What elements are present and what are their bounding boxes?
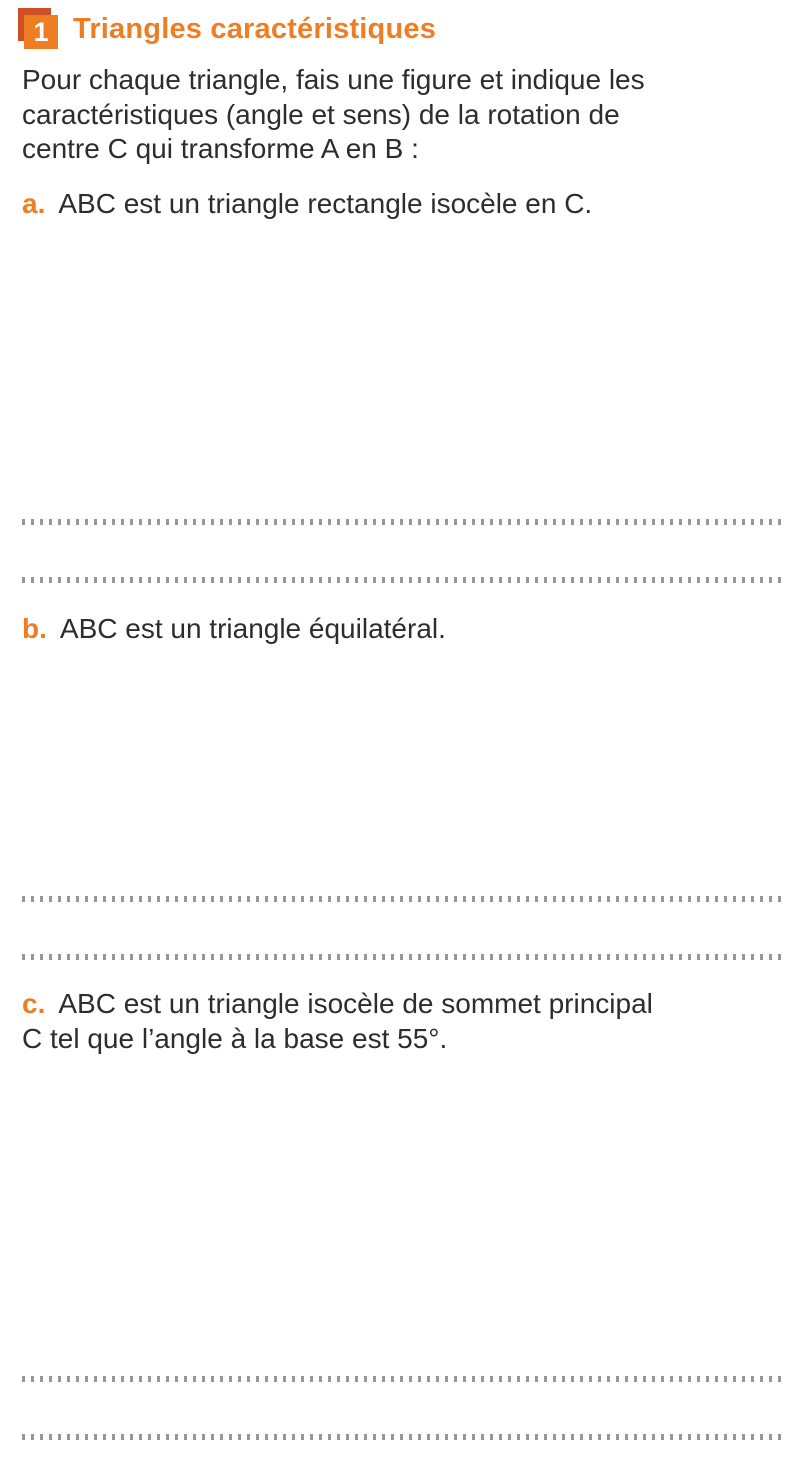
exercise-title: Triangles caractéristiques <box>73 13 437 45</box>
answer-dotted-line <box>22 1376 782 1382</box>
item-text-line <box>22 1021 787 1056</box>
item-label-a: a. <box>22 188 46 219</box>
item-text-line <box>22 186 787 221</box>
answer-dotted-line <box>22 519 782 525</box>
answer-dotted-line <box>22 954 782 960</box>
item-text-c-line2: C tel que l’angle à la base est 55°. <box>22 1023 448 1054</box>
exercise-item-a <box>22 186 787 221</box>
intro-text <box>22 63 787 167</box>
item-text-b: ABC est un triangle équilatéral. <box>59 613 446 644</box>
item-label-b: b. <box>22 613 47 644</box>
item-text-line <box>22 986 787 1021</box>
exercise-number-badge <box>18 8 60 50</box>
answer-dotted-line <box>22 577 782 583</box>
exercise-item-b <box>22 611 787 646</box>
answer-dotted-line <box>22 1434 782 1440</box>
item-text-c-line1: ABC est un triangle isocèle de sommet principal <box>58 988 653 1019</box>
item-text-line <box>22 611 787 646</box>
exercise-number: 1 <box>24 15 58 49</box>
answer-dotted-line <box>22 896 782 902</box>
intro-line: Pour chaque triangle, fais une figure et indique les <box>22 64 645 95</box>
intro-line: caractéristiques (angle et sens) de la rotation de <box>22 98 620 130</box>
exercise-item-c <box>22 986 787 1056</box>
item-label-c: c. <box>22 988 46 1019</box>
item-text-a: ABC est un triangle rectangle isocèle en C. <box>58 188 593 219</box>
intro-line: centre C qui transforme A en B : <box>22 133 419 164</box>
